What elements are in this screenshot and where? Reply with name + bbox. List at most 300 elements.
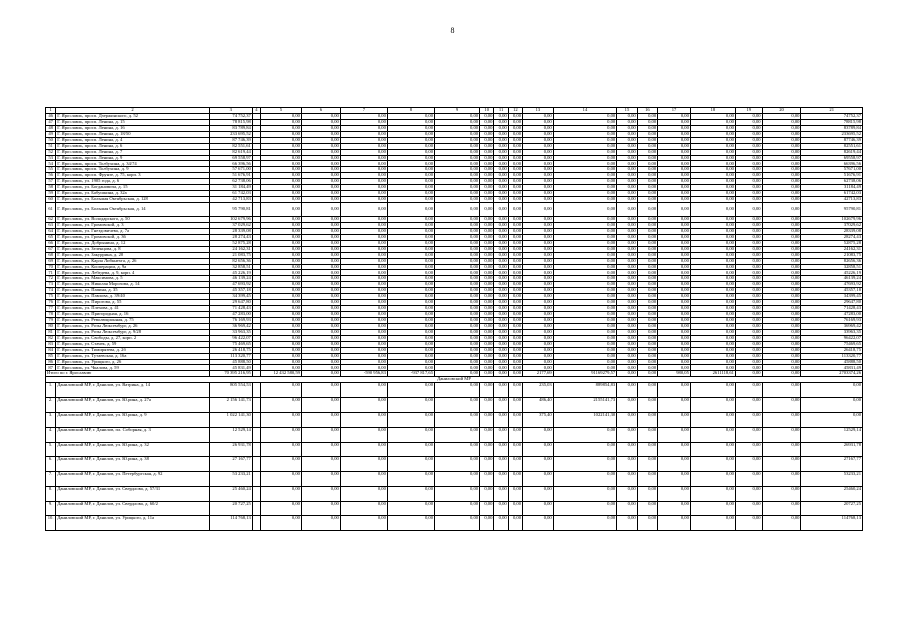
table-cell: 805 554,53 — [209, 383, 252, 398]
table-cell: 0,00 — [658, 359, 691, 365]
table-cell: 0,00 — [735, 161, 762, 167]
table-cell: 0,00 — [435, 317, 480, 323]
table-cell — [252, 472, 260, 487]
table-cell: 0,00 — [658, 252, 691, 258]
table-cell: 82 619,44 — [209, 149, 252, 155]
table-cell: Даниловский МР, г. Данилов, ул. Урицкого, д. 11а — [56, 516, 210, 531]
table-cell: 0,00 — [637, 179, 657, 185]
table-cell: Г. Ярославль, ул. Закуррина, д. 20 — [56, 252, 210, 258]
table-cell: 0,00 — [637, 113, 657, 119]
table-cell: 0,00 — [494, 167, 508, 173]
table-cell: 0,00 — [553, 353, 616, 359]
table-cell: 102679,96 — [801, 217, 863, 223]
table-cell: 82619,44 — [801, 149, 863, 155]
table-cell: 0,00 — [435, 365, 480, 371]
table-cell: 0,00 — [494, 341, 508, 347]
table-cell: 0,00 — [637, 427, 657, 442]
table-cell: 87 746,39 — [209, 137, 252, 143]
table-cell: 75469,65 — [801, 341, 863, 347]
table-cell: 0,00 — [735, 143, 762, 149]
table-cell: 80 — [46, 323, 56, 329]
table-cell: 0,00 — [508, 119, 522, 125]
table-cell: 0,00 — [690, 234, 735, 240]
table-cell: 0,00 — [494, 113, 508, 119]
table-cell: 95790,81 — [801, 203, 863, 217]
table-cell: 0,00 — [387, 282, 434, 288]
table-cell: Г. Ярославль, ул. Большая Октябрьская, д. 128 — [56, 197, 210, 203]
table-cell: 0,00 — [690, 365, 735, 371]
table-cell: 0,00 — [260, 191, 301, 197]
table-cell: 0,00 — [301, 341, 340, 347]
table-cell: 0,00 — [340, 359, 387, 365]
table-cell: 0,00 — [762, 179, 801, 185]
table-cell: 0,00 — [735, 457, 762, 472]
table-cell: 0,00 — [260, 294, 301, 300]
table-cell: 0,00 — [762, 383, 801, 398]
table-cell: 0,00 — [480, 246, 494, 252]
table-cell: 0,00 — [762, 359, 801, 365]
table-cell: 57 671,00 — [209, 167, 252, 173]
table-cell: 0,00 — [435, 240, 480, 246]
table-cell: 0,00 — [387, 501, 434, 516]
table-cell: Г. Ярославль, ул. Кооперации, д. 9а — [56, 264, 210, 270]
table-cell: 0,00 — [637, 317, 657, 323]
table-cell: 0,00 — [762, 335, 801, 341]
table-cell: 0,00 — [762, 486, 801, 501]
table-cell: 0,00 — [494, 365, 508, 371]
table-cell: 0,00 — [260, 137, 301, 143]
table-cell: 0,00 — [494, 472, 508, 487]
table-cell: 0,00 — [260, 516, 301, 531]
table-cell: 0,00 — [494, 252, 508, 258]
table-cell: 0,00 — [735, 516, 762, 531]
table-cell: 2611118,61 — [690, 371, 735, 377]
table-cell: 0,00 — [637, 234, 657, 240]
table-cell: 0,00 — [735, 173, 762, 179]
table-cell: 0,00 — [508, 427, 522, 442]
table-cell: 62 — [46, 217, 56, 223]
table-cell: 0,00 — [480, 264, 494, 270]
table-cell: 28 274,43 — [209, 234, 252, 240]
table-cell: 0,00 — [508, 282, 522, 288]
table-cell: 0,00 — [637, 131, 657, 137]
table-cell: 0,00 — [735, 317, 762, 323]
table-cell: 0,00 — [301, 371, 340, 377]
table-cell: 83789,84 — [801, 125, 863, 131]
table-cell: 0,00 — [658, 317, 691, 323]
table-cell: 0,00 — [762, 191, 801, 197]
table-cell: 0,00 — [301, 472, 340, 487]
table-cell: 0,00 — [762, 317, 801, 323]
table-cell: 0,00 — [735, 258, 762, 264]
table-cell: 0,00 — [387, 143, 434, 149]
table-cell: 0,00 — [553, 258, 616, 264]
table-cell: Г. Ярославль, ул. Розы Люксембург, д. 26 — [56, 323, 210, 329]
table-cell: 3. — [46, 412, 56, 427]
table-cell: 0,00 — [340, 258, 387, 264]
table-cell: 26418,75 — [801, 347, 863, 353]
table-cell: 0,00 — [658, 137, 691, 143]
table-cell: 53 — [46, 155, 56, 161]
table-cell: 0,00 — [435, 341, 480, 347]
table-cell: 0,00 — [523, 167, 554, 173]
table-cell: 0,00 — [637, 300, 657, 306]
table-cell: 0,00 — [435, 457, 480, 472]
table-cell: 0,00 — [637, 203, 657, 217]
table-cell: 66396,56 — [801, 161, 863, 167]
table-cell: 0,00 — [762, 217, 801, 223]
table-cell: Г. Ярославль, ул. Чкалова, д. 59 — [56, 365, 210, 371]
table-cell: 0,00 — [637, 228, 657, 234]
table-cell: 0,00 — [301, 246, 340, 252]
table-cell: 2155141,73 — [553, 398, 616, 413]
table-cell: 0,00 — [735, 252, 762, 258]
table-cell: 0,00 — [617, 329, 637, 335]
table-cell: 0,00 — [523, 457, 554, 472]
table-cell: 0,00 — [301, 179, 340, 185]
table-cell: 0,00 — [494, 270, 508, 276]
table-row — [46, 501, 863, 516]
table-cell: 0,00 — [435, 335, 480, 341]
table-cell: 0,00 — [494, 155, 508, 161]
table-cell: 76 169,93 — [209, 317, 252, 323]
table-cell: 0,00 — [301, 131, 340, 137]
table-cell: 0,00 — [508, 329, 522, 335]
table-cell: 0,00 — [435, 412, 480, 427]
table-cell: 78815,98 — [801, 119, 863, 125]
table-cell: 0,00 — [508, 246, 522, 252]
table-cell: 0,00 — [435, 258, 480, 264]
table-cell: 6. — [46, 457, 56, 472]
table-cell: 0,00 — [387, 197, 434, 203]
table-cell: 0,00 — [690, 288, 735, 294]
table-cell: 0,00 — [508, 240, 522, 246]
table-cell: 0,00 — [480, 270, 494, 276]
table-cell: 0,00 — [617, 306, 637, 312]
column-number: 16 — [637, 108, 657, 114]
table-cell: 0,00 — [553, 173, 616, 179]
table-cell: 0,00 — [480, 119, 494, 125]
table-cell: 0,00 — [801, 383, 863, 398]
table-cell: 0,00 — [617, 137, 637, 143]
table-cell: 0,00 — [735, 228, 762, 234]
table-cell: 0,00 — [637, 323, 657, 329]
table-cell: 0,00 — [523, 246, 554, 252]
table-cell: 0,00 — [480, 347, 494, 353]
table-cell: 81 — [46, 329, 56, 335]
table-cell: Даниловский МР, г. Данилов, ул. Ю.рина, д. 32 — [56, 442, 210, 457]
table-cell: 0,00 — [494, 335, 508, 341]
table-cell: 34399,45 — [801, 294, 863, 300]
table-cell: 0,00 — [260, 167, 301, 173]
table-cell: 0,00 — [553, 240, 616, 246]
table-cell: 46139,24 — [801, 276, 863, 282]
table-cell: 0,00 — [387, 300, 434, 306]
table-cell: 0,00 — [480, 300, 494, 306]
table-cell: Г. Ярославль, ул. Тимирязева, д. 2б — [56, 347, 210, 353]
table-cell: 0,00 — [508, 442, 522, 457]
table-cell: 0,00 — [523, 113, 554, 119]
table-cell: 0,00 — [637, 185, 657, 191]
table-cell: 5. — [46, 442, 56, 457]
table-cell: 0,00 — [340, 125, 387, 131]
table-cell: 980,05 — [658, 371, 691, 377]
page-number: 8 — [450, 26, 455, 35]
table-cell: 0,00 — [480, 131, 494, 137]
table-cell: 0,00 — [658, 353, 691, 359]
table-cell: 889854,83 — [553, 383, 616, 398]
table-cell: 0,00 — [690, 516, 735, 531]
table-cell: 0,00 — [690, 119, 735, 125]
table-cell: 0,00 — [387, 270, 434, 276]
table-cell: 0,00 — [658, 155, 691, 161]
table-cell: 0,00 — [762, 282, 801, 288]
table-cell: 0,00 — [340, 501, 387, 516]
table-cell: 0,00 — [690, 457, 735, 472]
table-cell: 0,00 — [260, 270, 301, 276]
table-cell: 0,00 — [690, 197, 735, 203]
table-cell: 0,00 — [617, 149, 637, 155]
data-table — [45, 107, 863, 531]
table-cell: 0,00 — [387, 113, 434, 119]
table-cell: 0,00 — [260, 149, 301, 155]
table-cell: 48 — [46, 125, 56, 131]
table-cell: 0,00 — [435, 300, 480, 306]
table-cell: 0,00 — [480, 457, 494, 472]
column-number: 21 — [801, 108, 863, 114]
table-row — [46, 486, 863, 501]
table-cell: 0,00 — [617, 191, 637, 197]
table-cell: 0,00 — [480, 252, 494, 258]
table-cell: Г. Ярославль, ул. Зеленцова, д. 8 — [56, 246, 210, 252]
table-cell: 0,00 — [508, 167, 522, 173]
table-cell: 0,00 — [523, 306, 554, 312]
table-cell: 69 558,97 — [209, 155, 252, 161]
table-cell: 0,00 — [387, 161, 434, 167]
table-cell: 51676,91 — [801, 173, 863, 179]
table-cell: 0,00 — [301, 119, 340, 125]
table-cell: 0,00 — [340, 312, 387, 318]
table-cell: 0,00 — [260, 335, 301, 341]
table-cell: 0,00 — [260, 240, 301, 246]
table-cell: 0,00 — [762, 161, 801, 167]
table-cell: 0,00 — [480, 258, 494, 264]
table-cell: 0,00 — [658, 179, 691, 185]
table-cell: 0,00 — [637, 161, 657, 167]
table-cell: 0,00 — [690, 317, 735, 323]
table-cell: 0,00 — [508, 341, 522, 347]
table-cell: 0,00 — [553, 323, 616, 329]
table-cell: 0,00 — [340, 191, 387, 197]
table-cell: 8. — [46, 486, 56, 501]
table-cell: 32858,51 — [801, 264, 863, 270]
table-cell: 0,00 — [735, 179, 762, 185]
table-cell: 0,00 — [435, 323, 480, 329]
table-cell: 91169279,57 — [553, 371, 616, 377]
table-cell: 0,00 — [301, 501, 340, 516]
table-cell: 0,00 — [340, 323, 387, 329]
table-cell: 0,00 — [735, 155, 762, 161]
table-cell: 0,00 — [617, 427, 637, 442]
table-cell: 0,00 — [637, 149, 657, 155]
table-cell: 71428,43 — [801, 306, 863, 312]
table-cell: 0,00 — [637, 486, 657, 501]
table-cell: 0,00 — [553, 288, 616, 294]
table-cell: 0,00 — [637, 341, 657, 347]
table-cell: -590 956,83 — [340, 371, 387, 377]
table-cell: 0,00 — [340, 442, 387, 457]
table-cell: 0,00 — [690, 306, 735, 312]
table-cell: 70 395 216,95 — [209, 371, 252, 377]
table-cell: 0,00 — [340, 398, 387, 413]
table-cell: 0,00 — [387, 264, 434, 270]
table-cell: 0,00 — [435, 359, 480, 365]
table-cell: 69558,97 — [801, 155, 863, 161]
table-cell: 233 695,52 — [209, 131, 252, 137]
column-number: 14 — [553, 108, 616, 114]
table-cell: 0,00 — [480, 161, 494, 167]
table-cell: 0,00 — [637, 137, 657, 143]
table-cell: 0,00 — [480, 155, 494, 161]
table-cell: 66 396,56 — [209, 161, 252, 167]
table-cell: 0,00 — [762, 365, 801, 371]
table-cell: 0,00 — [735, 427, 762, 442]
table-cell: 0,00 — [494, 501, 508, 516]
table-cell: 0,00 — [508, 197, 522, 203]
table-cell: 0,00 — [301, 353, 340, 359]
table-cell: Г. Ярославль, ул. Павлова, д. 39/40 — [56, 294, 210, 300]
table-cell: 0,00 — [435, 264, 480, 270]
table-cell: 0,00 — [260, 365, 301, 371]
table-cell: 52 875,28 — [209, 240, 252, 246]
table-cell: 0,00 — [508, 398, 522, 413]
table-cell: 0,00 — [387, 335, 434, 341]
table-cell: 0,00 — [387, 173, 434, 179]
table-cell: 0,00 — [480, 179, 494, 185]
table-cell: 82551,61 — [801, 143, 863, 149]
table-cell: 0,00 — [801, 398, 863, 413]
table-cell: 74 752,37 — [209, 113, 252, 119]
table-cell: 83 — [46, 341, 56, 347]
table-cell: 0,00 — [735, 412, 762, 427]
table-cell: 52 — [46, 149, 56, 155]
table-cell: 1. — [46, 383, 56, 398]
table-cell: 0,00 — [735, 306, 762, 312]
table-cell: 76169,93 — [801, 317, 863, 323]
table-cell: 0,00 — [301, 442, 340, 457]
table-cell: 0,00 — [762, 143, 801, 149]
table-cell: 0,00 — [553, 137, 616, 143]
table-cell: 0,00 — [658, 197, 691, 203]
table-cell: 0,00 — [658, 398, 691, 413]
table-cell: 59 — [46, 191, 56, 197]
table-cell: Г. Ярославль, ул. Громовской, д. 36 — [56, 234, 210, 240]
table-cell: 0,00 — [617, 398, 637, 413]
table-cell: 0,00 — [690, 167, 735, 173]
table-cell: Даниловский МР, г. Данилов, ул. Свердлова, д. 57/31 — [56, 486, 210, 501]
table-cell: 45357,18 — [801, 288, 863, 294]
table-cell: 0,00 — [553, 264, 616, 270]
table-cell: 0,00 — [617, 270, 637, 276]
table-cell: 0,00 — [690, 412, 735, 427]
table-cell: 68 — [46, 252, 56, 258]
table-cell: 0,00 — [658, 412, 691, 427]
table-cell: 0,00 — [617, 323, 637, 329]
table-cell: 0,00 — [735, 288, 762, 294]
table-cell: 0,00 — [260, 412, 301, 427]
table-cell: 0,00 — [690, 276, 735, 282]
table-cell: 0,00 — [260, 486, 301, 501]
table-cell: 0,00 — [494, 246, 508, 252]
table-cell: 0,00 — [735, 185, 762, 191]
table-cell: 0,00 — [435, 173, 480, 179]
table-cell: 0,00 — [480, 276, 494, 282]
table-cell: 0,00 — [435, 161, 480, 167]
table-cell: 0,00 — [523, 312, 554, 318]
table-cell: 0,00 — [762, 472, 801, 487]
table-cell: 0,00 — [690, 252, 735, 258]
table-cell: Г. Ярославль, ул. Пирогова, д. 55 — [56, 300, 210, 306]
table-cell: 0,00 — [617, 246, 637, 252]
table-cell: 0,00 — [387, 383, 434, 398]
table-cell: 0,00 — [387, 516, 434, 531]
table-cell: 0,00 — [523, 486, 554, 501]
table-cell: 0,00 — [480, 312, 494, 318]
table-cell: 0,00 — [735, 365, 762, 371]
table-cell: 0,00 — [658, 427, 691, 442]
table-cell: 0,00 — [301, 323, 340, 329]
table-cell: 0,00 — [260, 282, 301, 288]
table-cell: 0,00 — [260, 155, 301, 161]
table-cell: 0,00 — [387, 294, 434, 300]
table-cell: 0,00 — [508, 312, 522, 318]
table-cell: 0,00 — [617, 185, 637, 191]
table-cell: 0,00 — [340, 317, 387, 323]
table-cell: 0,00 — [260, 143, 301, 149]
table-cell: 0,00 — [340, 131, 387, 137]
table-cell: 0,00 — [690, 427, 735, 442]
table-cell: 82 656,36 — [209, 258, 252, 264]
table-cell: 0,00 — [494, 161, 508, 167]
table-cell: 0,00 — [617, 143, 637, 149]
table-cell: 0,00 — [658, 270, 691, 276]
table-cell: 0,00 — [735, 383, 762, 398]
table-cell: 0,00 — [301, 282, 340, 288]
table-cell: 0,00 — [480, 143, 494, 149]
table-cell: 0,00 — [480, 185, 494, 191]
table-cell: 0,00 — [658, 222, 691, 228]
table-cell: 0,00 — [762, 412, 801, 427]
table-cell: 33963,35 — [801, 329, 863, 335]
table-cell: Г. Ярославль, ул. Урицкого, д. 26 — [56, 359, 210, 365]
table-cell: 0,00 — [617, 457, 637, 472]
table-cell: 0,00 — [260, 457, 301, 472]
table-cell: 0,00 — [762, 119, 801, 125]
table-cell: 0,00 — [762, 516, 801, 531]
table-cell: 0,00 — [260, 300, 301, 306]
table-cell: 0,00 — [690, 240, 735, 246]
table-cell: 0,00 — [617, 472, 637, 487]
table-cell: 0,00 — [658, 323, 691, 329]
table-cell: Г. Ярославль, просп. Ленина, д. 9 — [56, 155, 210, 161]
table-cell: 0,00 — [340, 282, 387, 288]
table-cell: 0,00 — [637, 329, 657, 335]
table-cell: 49 — [46, 131, 56, 137]
table-cell: 0,00 — [553, 185, 616, 191]
table-cell: 0,00 — [553, 125, 616, 131]
table-cell: 60 — [46, 197, 56, 203]
table-cell: 0,00 — [387, 457, 434, 472]
